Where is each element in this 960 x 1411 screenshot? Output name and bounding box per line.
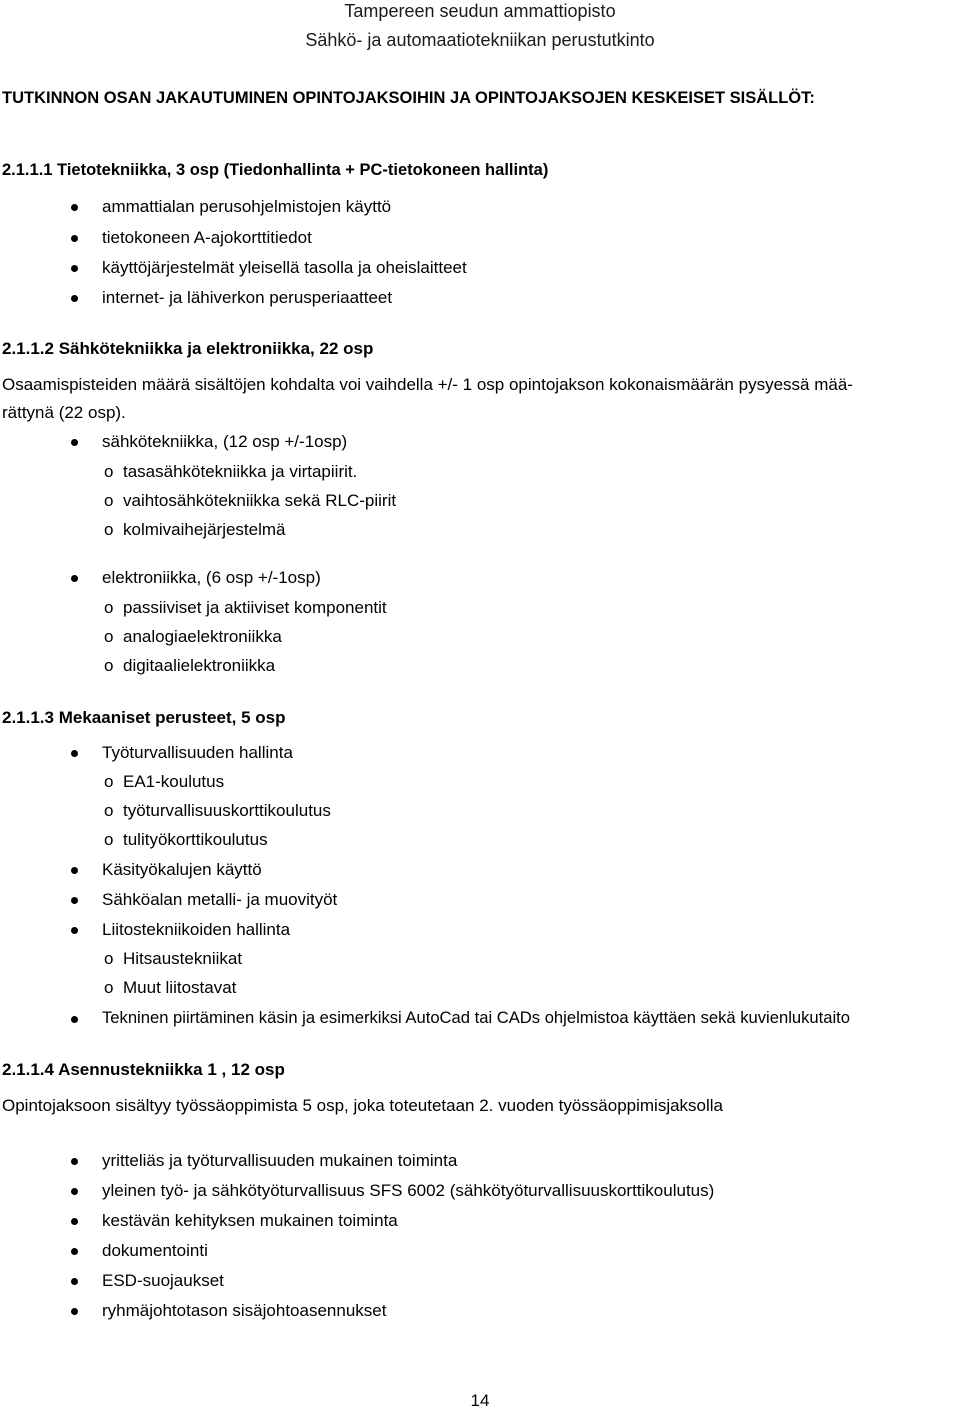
list-item: Tekninen piirtäminen käsin ja esimerkiksi AutoCad tai CADs ohjelmistoa käyttäen sekä kuvienlukutaito xyxy=(102,1008,851,1027)
sub-list-item: o passiiviset ja aktiiviset komponentit xyxy=(104,598,387,617)
list-item: elektroniikka, (6 osp +/-1osp) xyxy=(102,568,321,587)
header-school: Tampereen seudun ammattiopisto xyxy=(344,1,616,21)
list-item: yleinen työ- ja sähkötyöturvallisuus SFS 6002 (sähkötyöturvallisuuskorttikoulutus) xyxy=(102,1181,715,1200)
sub-list-item: o EA1-koulutus xyxy=(104,772,225,791)
section-heading-tietotekniikka: 2.1.1.1 Tietotekniikka, 3 osp (Tiedonhallinta + PC-tietokoneen hallinta) xyxy=(2,161,549,179)
list-item: Työturvallisuuden hallinta xyxy=(102,743,293,762)
list-item: ESD-suojaukset xyxy=(102,1271,224,1290)
list-item: tietokoneen A-ajokorttitiedot xyxy=(102,228,312,247)
document-title: TUTKINNON OSAN JAKAUTUMINEN OPINTOJAKSOIHIN JA OPINTOJAKSOJEN KESKEISET SISÄLLÖT: xyxy=(2,89,815,107)
page-number: 14 xyxy=(470,1391,490,1410)
list-item: ammattialan perusohjelmistojen käyttö xyxy=(102,197,392,216)
sub-list-item: o digitaalielektroniikka xyxy=(104,656,276,675)
sub-list-item: o analogiaelektroniikka xyxy=(104,627,282,646)
paragraph: Opintojaksoon sisältyy työssäoppimista 5 osp, joka toteutetaan 2. vuoden työssäoppimisjaksolla xyxy=(2,1096,724,1115)
sub-list-item: o kolmivaihejärjestelmä xyxy=(104,520,286,539)
paragraph: Osaamispisteiden määrä sisältöjen kohdalta voi vaihdella +/- 1 osp opintojakson kokonaismäärän pysyessä mää- xyxy=(2,375,853,394)
list-item: sähkötekniikka, (12 osp +/-1osp) xyxy=(102,432,348,451)
list-item: Liitostekniikoiden hallinta xyxy=(102,920,291,939)
list-item: kestävän kehityksen mukainen toiminta xyxy=(102,1211,398,1230)
sub-list-item: o Muut liitostavat xyxy=(104,978,237,997)
header-degree: Sähkö- ja automaatiotekniikan perustutkinto xyxy=(305,30,655,50)
section-heading-asennustekniikka: 2.1.1.4 Asennustekniikka 1 , 12 osp xyxy=(2,1060,285,1079)
list-item: internet- ja lähiverkon perusperiaatteet xyxy=(102,288,393,307)
section-heading-sahkotekniikka: 2.1.1.2 Sähkötekniikka ja elektroniikka, 22 osp xyxy=(2,339,374,358)
list-item: dokumentointi xyxy=(102,1241,208,1260)
list-item: Käsityökalujen käyttö xyxy=(102,860,262,879)
list-item: Sähköalan metalli- ja muovityöt xyxy=(102,890,338,909)
list-item: yritteliäs ja työturvallisuuden mukainen toiminta xyxy=(102,1151,458,1170)
sub-list-item: o tulityökorttikoulutus xyxy=(104,830,268,849)
sub-list-item: o Hitsaustekniikat xyxy=(104,949,243,968)
sub-list-item: o vaihtosähkötekniikka sekä RLC-piirit xyxy=(104,491,397,510)
list-item: käyttöjärjestelmät yleisellä tasolla ja oheislaitteet xyxy=(102,258,467,277)
list-item: ryhmäjohtotason sisäjohtoasennukset xyxy=(102,1301,387,1320)
paragraph: rättynä (22 osp). xyxy=(2,403,126,422)
sub-list-item: o työturvallisuuskorttikoulutus xyxy=(104,801,331,820)
section-heading-mekaaniset: 2.1.1.3 Mekaaniset perusteet, 5 osp xyxy=(2,708,286,727)
sub-list-item: o tasasähkötekniikka ja virtapiirit. xyxy=(104,462,358,481)
